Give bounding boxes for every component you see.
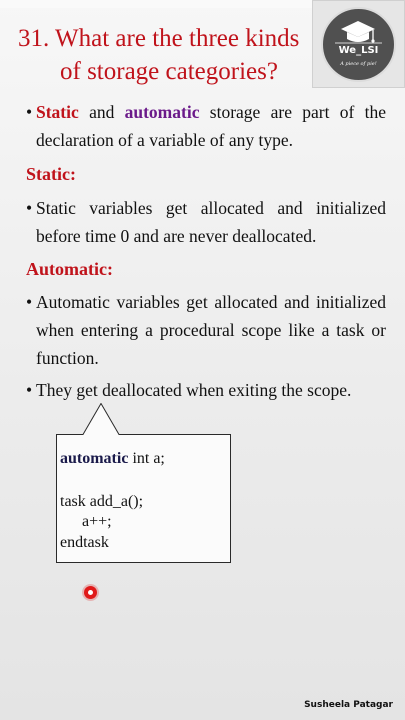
- intro-and: and: [78, 102, 125, 122]
- automatic-text-2: They get deallocated when exiting the scope.: [36, 380, 352, 400]
- intro-rest: storage are part of the declaration of a variable of any type.: [36, 102, 386, 150]
- static-text: Static variables get allocated and initialized before time 0 and are never deallocated.: [36, 198, 386, 246]
- code-keyword-automatic: automatic: [60, 450, 129, 467]
- code-line-increment: a++;: [82, 513, 112, 530]
- code-line-endtask: endtask: [60, 534, 109, 551]
- bullet-mark: •: [26, 380, 33, 400]
- code-line-task: task add_a();: [60, 493, 144, 510]
- static-heading: Static:: [26, 164, 76, 184]
- automatic-paragraph-1: [26, 288, 386, 372]
- title-line-1: 31. What are the three kinds: [18, 25, 300, 52]
- automatic-heading: Automatic:: [26, 259, 113, 279]
- bullet-mark: •: [26, 102, 33, 122]
- title-line-2: of storage categories?: [60, 58, 278, 85]
- logo-tagline: A piece of pie!: [340, 61, 377, 67]
- keyword-static: Static: [36, 102, 79, 122]
- keyword-automatic: automatic: [124, 102, 200, 122]
- static-paragraph: [26, 194, 386, 250]
- slide-title: [18, 22, 308, 88]
- automatic-text-1: Automatic variables get allocated and initialized when entering a procedural scope like a task or function.: [36, 292, 386, 368]
- bullet-mark: •: [26, 198, 33, 218]
- logo-badge: [321, 7, 396, 82]
- author-credit: Susheela Patagar: [304, 700, 393, 710]
- code-declaration: int a;: [128, 450, 165, 467]
- logo-name: We_LSI: [338, 45, 379, 56]
- intro-text: [26, 98, 386, 154]
- cursor-pointer-icon: [84, 586, 97, 599]
- automatic-paragraph-2: [26, 376, 386, 404]
- bullet-mark: •: [26, 292, 33, 312]
- intro-paragraph: [26, 98, 386, 154]
- channel-logo[interactable]: [312, 0, 405, 88]
- code-line-declaration: [60, 447, 240, 470]
